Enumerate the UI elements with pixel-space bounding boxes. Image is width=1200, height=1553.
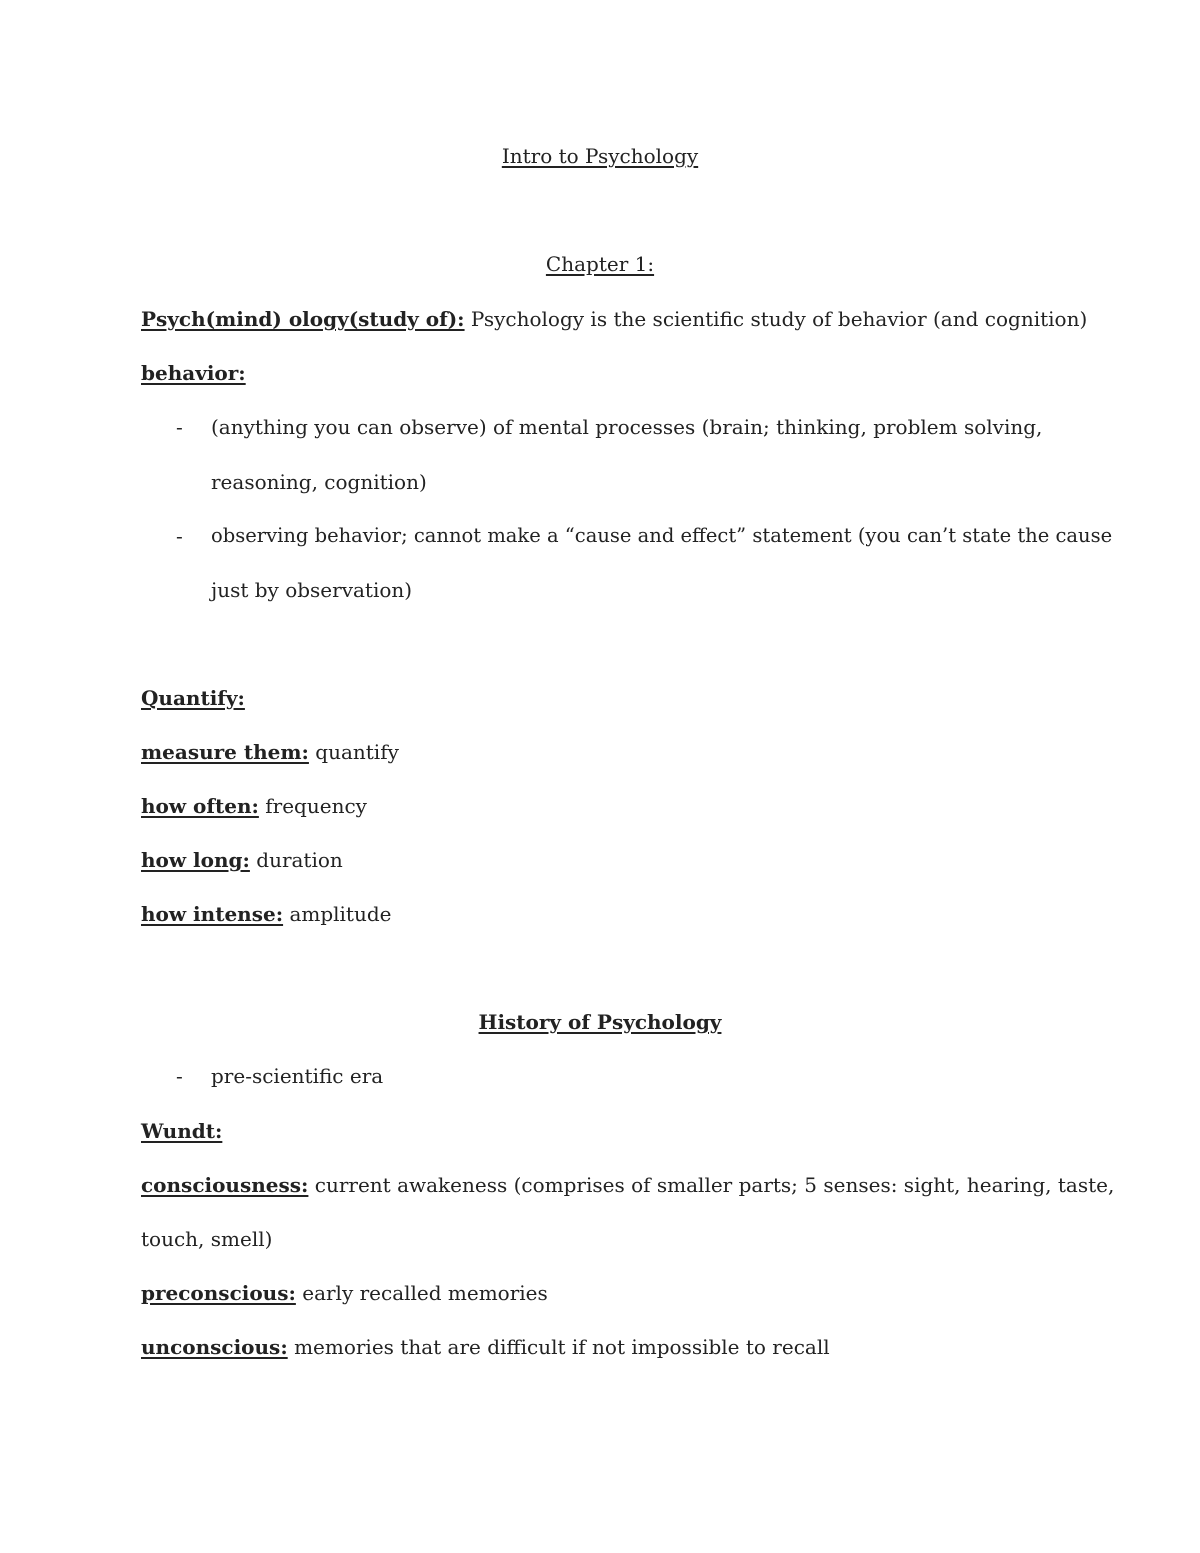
quantify-term: measure them: (141, 740, 309, 764)
unconscious-text: memories that are difficult if not impossible to recall (294, 1335, 830, 1359)
quantify-term: how often: (141, 794, 259, 818)
document-title-text: Intro to Psychology (501, 144, 699, 168)
behavior-bullet-2-line-2: just by observation) (211, 578, 413, 602)
bullet-dash: - (176, 524, 183, 548)
consciousness-term: consciousness: (141, 1173, 309, 1197)
definition-text: Psychology is the scientific study of behavior (and cognition) (470, 307, 1088, 331)
definition-line (141, 309, 1087, 329)
quantify-text: frequency (265, 794, 367, 818)
quantify-item (141, 742, 399, 762)
chapter-heading (0, 254, 1200, 274)
wundt-heading (141, 1121, 222, 1141)
quantify-item (141, 904, 391, 924)
quantify-item (141, 850, 343, 870)
quantify-text: amplitude (289, 902, 392, 926)
bullet-dash: - (176, 1064, 183, 1088)
behavior-bullet-1-line-1: (anything you can observe) of mental processes (brain; thinking, problem solving, (211, 415, 1043, 439)
quantify-heading (141, 688, 245, 708)
definition-term: Psych(mind) ology(study of): (141, 307, 465, 331)
quantify-text: quantify (315, 740, 399, 764)
consciousness-text: current awakeness (comprises of smaller parts; 5 senses: sight, hearing, taste, (314, 1173, 1115, 1197)
history-heading-text: History of Psychology (478, 1010, 722, 1034)
quantify-term: how intense: (141, 902, 284, 926)
behavior-heading (141, 363, 246, 383)
behavior-bullet-1-line-2: reasoning, cognition) (211, 470, 427, 494)
consciousness-line-2: touch, smell) (141, 1227, 273, 1251)
unconscious-term: unconscious: (141, 1335, 288, 1359)
bullet-dash: - (176, 415, 183, 439)
preconscious-text: early recalled memories (302, 1281, 548, 1305)
quantify-item (141, 796, 367, 816)
document-title (0, 146, 1200, 166)
consciousness-line (141, 1175, 1114, 1195)
behavior-bullet-2-line-1: observing behavior; cannot make a “cause and effect” statement (you can’t state the cause (211, 524, 1113, 547)
history-bullet: pre-scientific era (211, 1064, 384, 1088)
unconscious-line (141, 1337, 830, 1357)
wundt-heading-text: Wundt: (141, 1119, 223, 1143)
behavior-heading-text: behavior: (141, 361, 246, 385)
quantify-heading-text: Quantify: (141, 686, 245, 710)
quantify-text: duration (256, 848, 343, 872)
preconscious-term: preconscious: (141, 1281, 296, 1305)
preconscious-line (141, 1283, 548, 1303)
chapter-heading-text: Chapter 1: (545, 252, 655, 276)
history-heading (0, 1012, 1200, 1032)
quantify-term: how long: (141, 848, 250, 872)
